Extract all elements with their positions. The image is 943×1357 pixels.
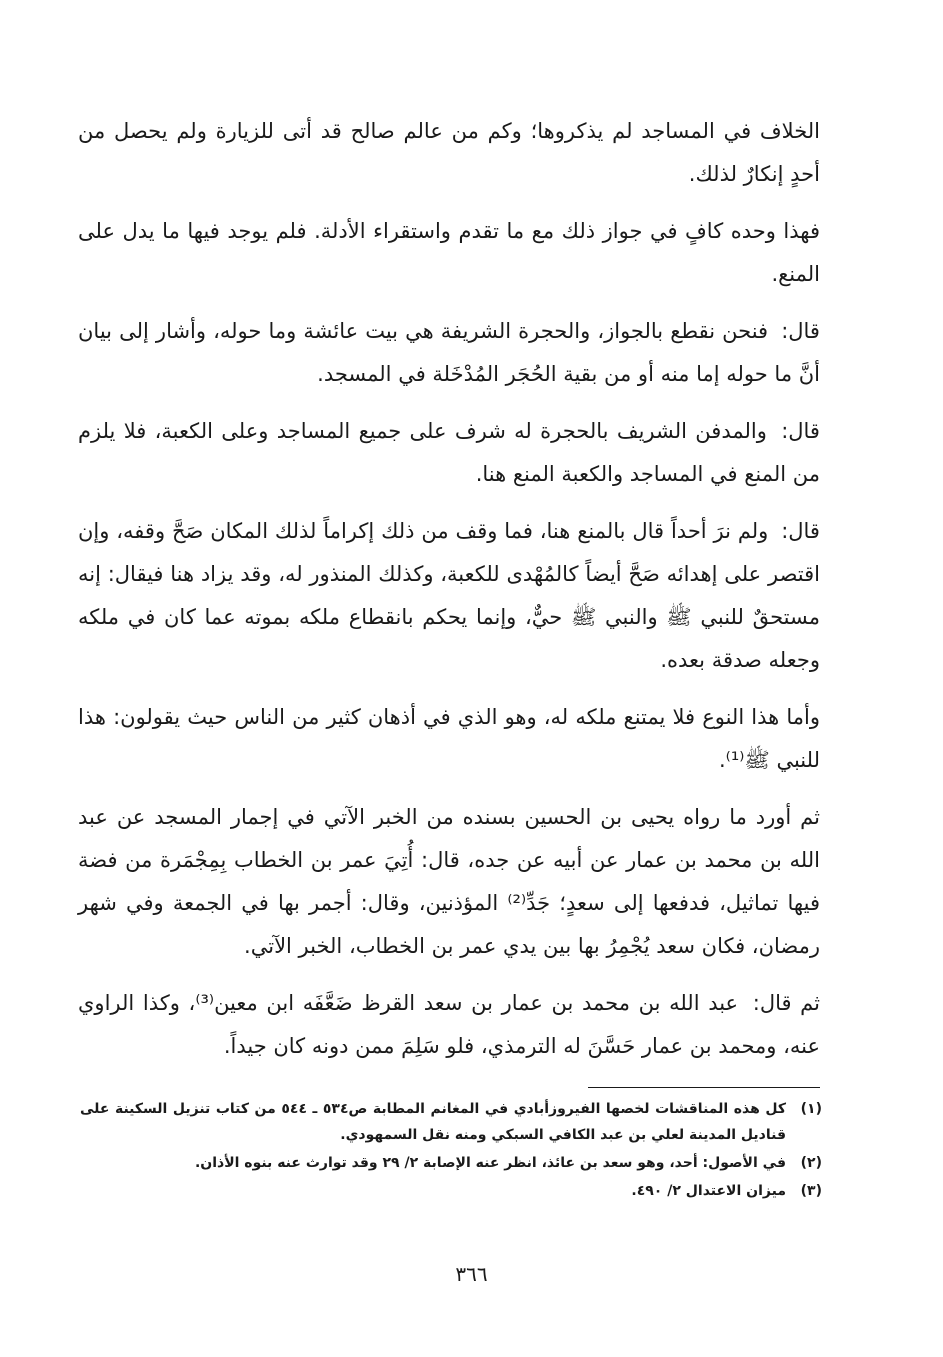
paragraph-lead: قال: (781, 519, 820, 543)
paragraph-3 (78, 310, 820, 396)
paragraph-text: وأما هذا النوع فلا يمتنع ملكه له، وهو الذي في أذهان كثير من الناس حيث يقولون: هذا للنبي ﷺ⁽¹⁾. (78, 705, 820, 772)
paragraph-1 (78, 110, 820, 196)
footnote-2 (80, 1150, 822, 1176)
footnote-number: (٢) (800, 1155, 822, 1171)
paragraph-text: ثم أورد ما رواه يحيى بن الحسين بسنده من الخبر الآتي في إجمار المسجد عن عبد الله بن محمد بن عمار عن أبيه عن جده، قال: أُتِيَ عمر بن الخطاب بِمِجْمَرة من فضة فيها تماثيل، فدفعها إلى سعدٍ؛ جَدِّ⁽²⁾ المؤذنين، وقال: أجمر بها في الجمعة وفي شهر رمضان، فكان سعد يُجْمِرُ بها بين يدي عمر بن الخطاب، الخبر الآتي. (78, 805, 820, 958)
paragraph-text: الخلاف في المساجد لم يذكروها؛ وكم من عالم صالح قد أتى للزيارة ولم يحصل من أحدٍ إنكارٌ لذلك. (78, 119, 820, 186)
paragraph-text: فنحن نقطع بالجواز، والحجرة الشريفة هي بيت عائشة وما حوله، وأشار إلى بيان أنَّ ما حوله إما منه أو من بقية الحُجَر المُدْخَلة في المسجد. (78, 319, 820, 386)
footnote-text: في الأصول: أحد، وهو سعد بن عائذ، انظر عنه الإصابة ٢/ ٢٩ وقد توارث عنه بنوه الأذان. (194, 1155, 786, 1171)
paragraph-text: فهذا وحده كافٍ في جواز ذلك مع ما تقدم واستقراء الأدلة. فلم يوجد فيها ما يدل على المنع. (78, 219, 820, 286)
paragraph-lead: قال: (781, 419, 820, 443)
page-number: ٣٦٦ (455, 1262, 488, 1286)
main-text (78, 110, 820, 1082)
paragraph-5 (78, 510, 820, 682)
paragraph-lead: ثم قال: (752, 991, 820, 1015)
paragraph-8 (78, 982, 820, 1068)
paragraph-7 (78, 796, 820, 968)
footnote-3 (80, 1178, 822, 1204)
paragraph-lead: قال: (781, 319, 820, 343)
paragraph-4 (78, 410, 820, 496)
paragraph-text: ولم نرَ أحداً قال بالمنع هنا، فما وقف من ذلك إكراماً لذلك المكان صَحَّ وقفه، وإن اقتصر على إهدائه صَحَّ أيضاً كالمُهْدى للكعبة، وكذلك المنذور له، وقد يزاد هنا فيقال: إنه مستحقٌ للنبي ﷺ والنبي ﷺ حيٌّ، وإنما يحكم بانقطاع ملكه بموته عما كان في ملكه وجعله صدقة بعده. (78, 519, 820, 672)
footnote-text: ميزان الاعتدال ٢/ ٤٩٠. (631, 1183, 786, 1199)
footnote-divider (588, 1087, 820, 1088)
footnote-text: كل هذه المناقشات لخصها الفيروزأبادي في المغانم المطابة ص٥٣٤ ـ ٥٤٤ من كتاب تنزيل السكينة على قناديل المدينة لعلي بن عبد الكافي السبكي ومنه نقل السمهودي. (80, 1101, 786, 1143)
paragraph-6 (78, 696, 820, 782)
footnote-number: (٣) (800, 1183, 822, 1199)
footnote-number: (١) (800, 1101, 822, 1117)
paragraph-text: والمدفن الشريف بالحجرة له شرف على جميع المساجد وعلى الكعبة، فلا يلزم من المنع في المساجد والكعبة المنع هنا. (78, 419, 820, 486)
footnotes (80, 1096, 822, 1206)
paragraph-2 (78, 210, 820, 296)
paragraph-text: عبد الله بن محمد بن عمار بن سعد القرظ ضَعَّفَه ابن معين⁽³⁾، وكذا الراوي عنه، ومحمد بن عمار حَسَّنَ له الترمذي، فلو سَلِمَ ممن دونه كان جيداً. (78, 991, 820, 1058)
footnote-1 (80, 1096, 822, 1148)
